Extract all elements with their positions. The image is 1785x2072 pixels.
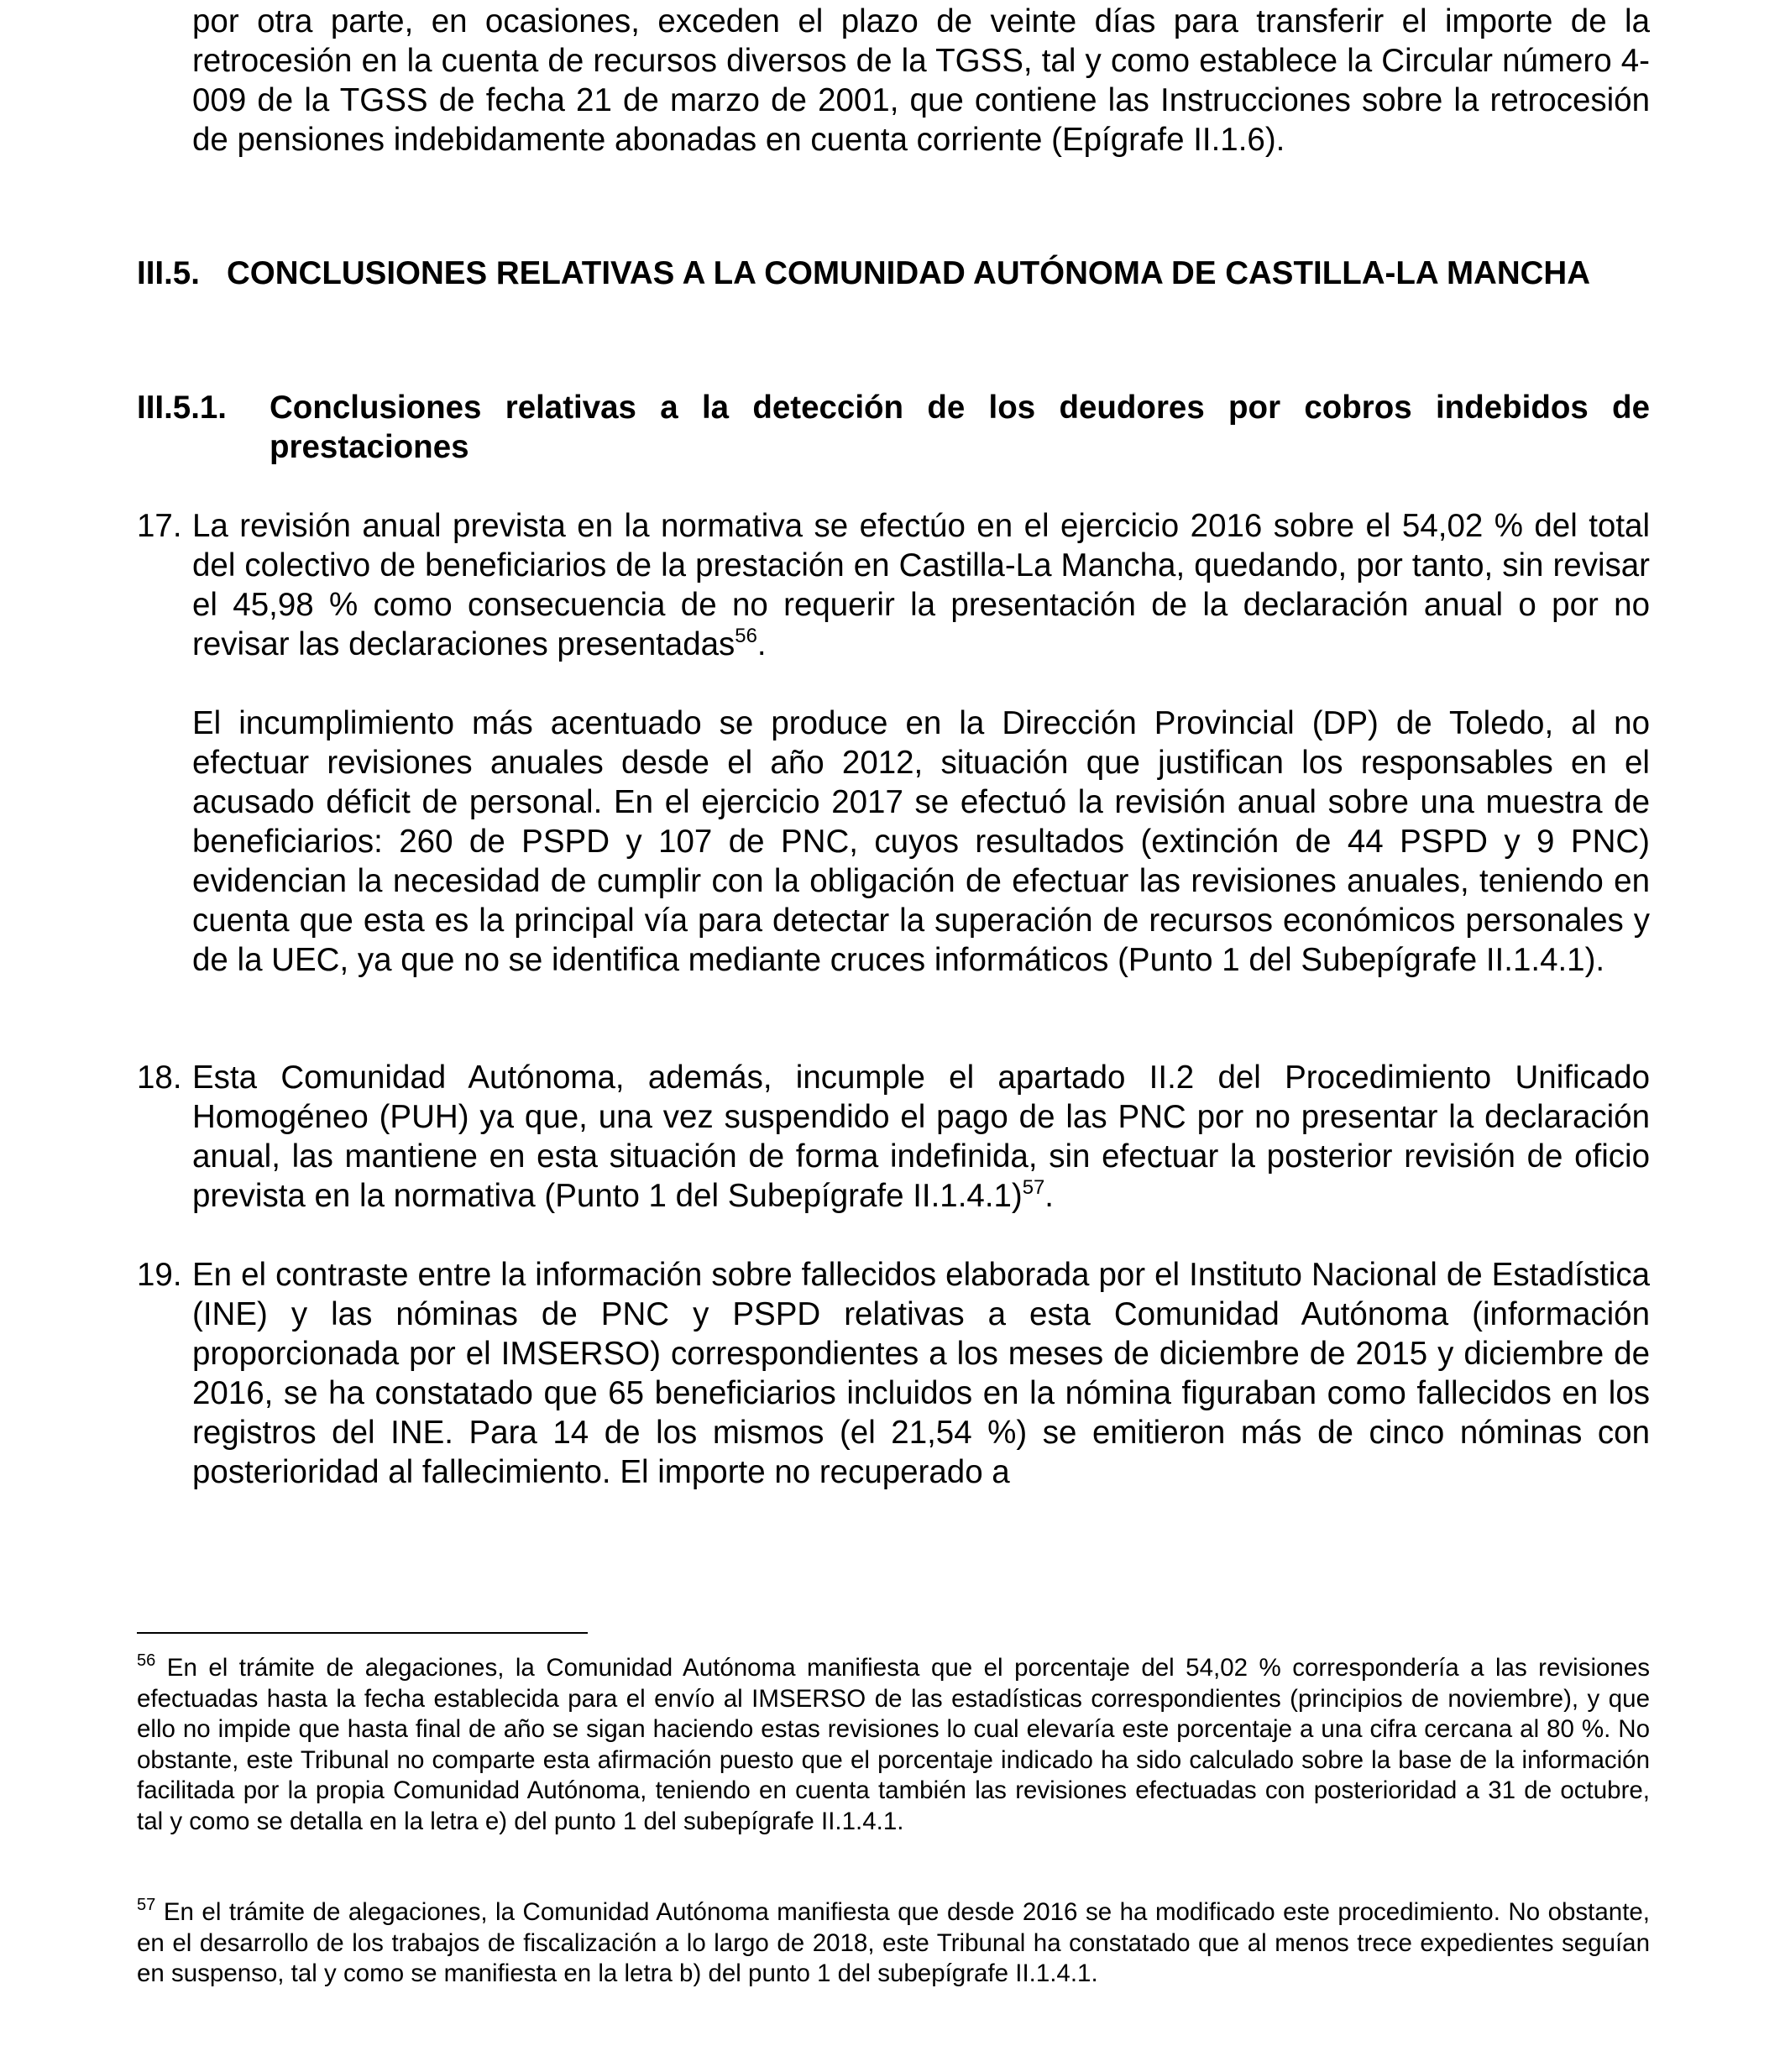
item-paragraph: En el contraste entre la información sobre fallecidos elaborada por el Instituto Nacional de Estadística (INE) y las nóminas de PNC y PSPD relativas a esta Comunidad Autónoma (información proporcionada por el IMSERSO) correspondientes a los meses de diciembre de 2015 y diciembre de 2016, se ha constatado que 65 beneficiarios incluidos en la nómina figuraban como fallecidos en los registros del INE. Para 14 de los mismos (el 21,54 %) se emitieron más de cinco nóminas con posterioridad al fallecimiento. El importe no recuperado a [192, 1257, 1650, 1490]
footnote-ref-56[interactable]: 56 [735, 624, 757, 647]
section-title: CONCLUSIONES RELATIVAS A LA COMUNIDAD AUTÓNOMA DE CASTILLA-LA MANCHA [227, 255, 1591, 291]
item-number: 19. [137, 1257, 182, 1293]
section-heading [137, 254, 1650, 293]
item-paragraph [192, 506, 1650, 664]
footnote-ref-57[interactable]: 57 [1022, 1175, 1045, 1199]
section-number: III.5. [137, 255, 200, 291]
footnote-text: En el trámite de alegaciones, la Comunidad Autónoma manifiesta que desde 2016 se ha modificado este procedimiento. No obstante, en el desarrollo de los trabajos de fiscalización a lo largo de 2018, este Tribunal ha constatado que al menos trece expedientes seguían en suspenso, tal y como se manifiesta en la letra b) del punto 1 del subepígrafe II.1.4.1. [137, 1898, 1650, 1987]
item-text-end: . [1044, 1178, 1054, 1214]
footnote-text: En el trámite de alegaciones, la Comunidad Autónoma manifiesta que el porcentaje del 54,02 % correspondería a las revisiones efectuadas hasta la fecha establecida para el envío al IMSERSO de las estadísticas correspondientes (principios de noviembre), y que ello no impide que hasta final de año se sigan haciendo estas revisiones lo cual elevaría este porcentaje a una cifra cercana al 80 %. No obstante, este Tribunal no comparte esta afirmación puesto que el porcentaje indicado ha sido calculado sobre la base de la información facilitada por la propia Comunidad Autónoma, teniendo en cuenta también las revisiones efectuadas con posterioridad a 31 de octubre, tal y como se detalla en la letra e) del punto 1 del subepígrafe II.1.4.1. [137, 1654, 1650, 1835]
item-continuation-paragraph: El incumplimiento más acentuado se produce en la Dirección Provincial (DP) de Toledo, al no efectuar revisiones anuales desde el año 2012, situación que justifican los responsables en el acusado déficit de personal. En el ejercicio 2017 se efectuó la revisión anual sobre una muestra de beneficiarios: 260 de PSPD y 107 de PNC, cuyos resultados (extinción de 44 PSPD y 9 PNC) evidencian la necesidad de cumplir con la obligación de efectuar las revisiones anuales, teniendo en cuenta que esta es la principal vía para detectar la superación de recursos económicos personales y de la UEC, ya que no se identifica mediante cruces informáticos (Punto 1 del Subepígrafe II.1.4.1). [192, 705, 1650, 978]
item-text: La revisión anual prevista en la normativa se efectúo en el ejercicio 2016 sobre el 54,02 % del total del colectivo de beneficiarios de la prestación en Castilla-La Mancha, quedando, por tanto, sin revisar el 45,98 % como consecuencia de no requerir la presentación de la declaración anual o por no revisar las declaraciones presentadas [192, 508, 1650, 662]
subsection-heading [137, 388, 1650, 467]
item-paragraph [192, 1058, 1650, 1216]
footnote-number: 57 [137, 1895, 156, 1914]
conclusion-item-18 [137, 1058, 1650, 1216]
footnote-separator [137, 1632, 588, 1634]
footnote-number: 56 [137, 1651, 156, 1670]
subsection-title: Conclusiones relativas a la detección de los deudores por cobros indebidos de prestaciones [270, 390, 1650, 465]
item-text-end: . [756, 626, 767, 662]
item-number: 18. [137, 1060, 182, 1096]
footnote-57 [137, 1897, 1650, 1990]
conclusion-item-17 [137, 506, 1650, 980]
item-text: Esta Comunidad Autónoma, además, incumple el apartado II.2 del Procedimiento Unificado Homogéneo (PUH) ya que, una vez suspendido el pago de las PNC por no presentar la declaración anual, las mantiene en esta situación de forma indefinida, sin efectuar la posterior revisión de oficio prevista en la normativa (Punto 1 del Subepígrafe II.1.4.1) [192, 1060, 1650, 1214]
footnote-56 [137, 1653, 1650, 1837]
intro-paragraph: por otra parte, en ocasiones, exceden el plazo de veinte días para transferir el importe de la retrocesión en la cuenta de recursos diversos de la TGSS, tal y como establece la Circular número 4-009 de la TGSS de fecha 21 de marzo de 2001, que contiene las Instrucciones sobre la retrocesión de pensiones indebidamente abonadas en cuenta corriente (Epígrafe II.1.6). [192, 3, 1650, 158]
conclusion-item-19 [137, 1255, 1650, 1492]
item-number: 17. [137, 508, 182, 544]
subsection-number: III.5.1. [137, 390, 228, 426]
